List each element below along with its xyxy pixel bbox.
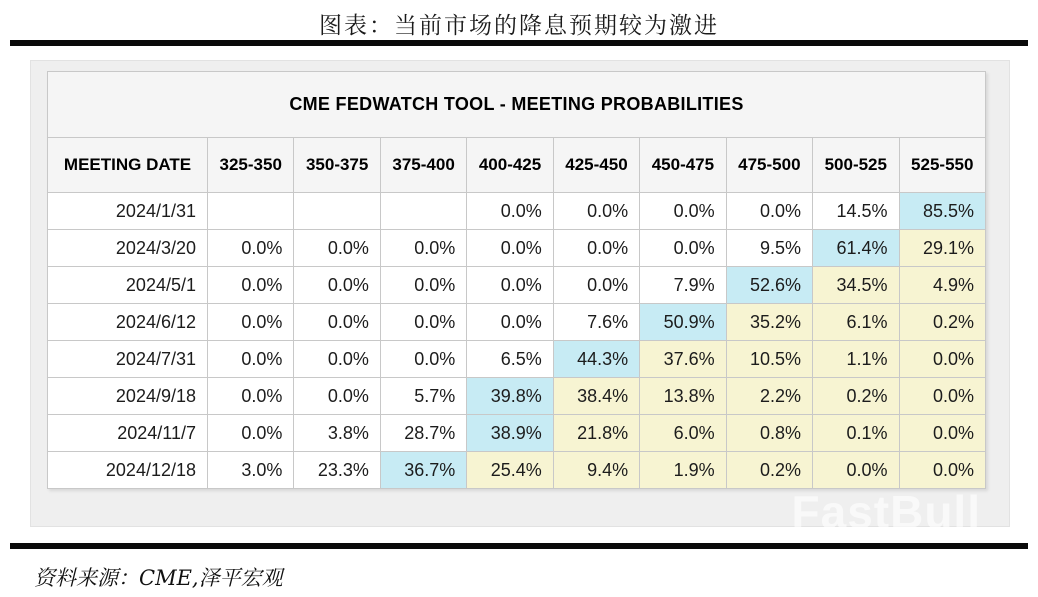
probability-cell: 0.0% [640, 230, 726, 267]
rate-range-header: 425-450 [553, 138, 639, 193]
meeting-date-header: MEETING DATE [48, 138, 208, 193]
probability-cell: 0.0% [208, 267, 294, 304]
meeting-date-cell: 2024/6/12 [48, 304, 208, 341]
probability-cell: 0.0% [899, 378, 986, 415]
table-row [48, 378, 986, 415]
probability-cell: 0.8% [726, 415, 812, 452]
probability-cell: 0.0% [380, 230, 466, 267]
probability-cell: 0.0% [208, 304, 294, 341]
probability-cell: 0.0% [467, 230, 553, 267]
probability-cell: 0.0% [380, 304, 466, 341]
fastbull-watermark: FastBull [791, 486, 981, 538]
probability-cell: 5.7% [380, 378, 466, 415]
probability-cell: 3.8% [294, 415, 380, 452]
probability-cell: 2.2% [726, 378, 812, 415]
fedwatch-probabilities-table [47, 71, 986, 489]
table-row [48, 415, 986, 452]
probability-cell: 10.5% [726, 341, 812, 378]
table-panel [30, 60, 1010, 538]
probability-cell: 44.3% [553, 341, 639, 378]
table-body [48, 193, 986, 489]
probability-cell: 25.4% [467, 452, 553, 489]
probability-cell: 13.8% [640, 378, 726, 415]
probability-cell: 34.5% [813, 267, 899, 304]
probability-cell: 9.4% [553, 452, 639, 489]
probability-cell: 0.0% [553, 230, 639, 267]
probability-cell: 36.7% [380, 452, 466, 489]
probability-cell: 50.9% [640, 304, 726, 341]
probability-cell: 3.0% [208, 452, 294, 489]
rate-range-header: 500-525 [813, 138, 899, 193]
probability-cell: 6.0% [640, 415, 726, 452]
meeting-date-cell: 2024/9/18 [48, 378, 208, 415]
table-title-row [48, 72, 986, 138]
table-row [48, 341, 986, 378]
probability-cell: 7.9% [640, 267, 726, 304]
probability-cell: 29.1% [899, 230, 986, 267]
probability-cell: 21.8% [553, 415, 639, 452]
rate-range-header: 450-475 [640, 138, 726, 193]
meeting-date-cell: 2024/7/31 [48, 341, 208, 378]
probability-cell: 0.0% [899, 415, 986, 452]
probability-cell: 52.6% [726, 267, 812, 304]
probability-cell: 9.5% [726, 230, 812, 267]
meeting-date-cell: 2024/3/20 [48, 230, 208, 267]
probability-cell: 0.0% [899, 452, 986, 489]
rate-range-header: 375-400 [380, 138, 466, 193]
probability-cell: 14.5% [813, 193, 899, 230]
probability-cell: 0.2% [726, 452, 812, 489]
probability-cell: 37.6% [640, 341, 726, 378]
probability-cell: 0.0% [553, 193, 639, 230]
table-title: CME FEDWATCH TOOL - MEETING PROBABILITIES [48, 72, 986, 138]
column-header-row [48, 138, 986, 193]
probability-cell: 0.0% [294, 230, 380, 267]
meeting-date-cell: 2024/1/31 [48, 193, 208, 230]
rate-range-header: 350-375 [294, 138, 380, 193]
figure-title: 图表：当前市场的降息预期较为激进 [319, 13, 719, 39]
probability-cell: 1.9% [640, 452, 726, 489]
probability-cell: 6.5% [467, 341, 553, 378]
probability-cell: 0.1% [813, 415, 899, 452]
probability-cell: 0.0% [208, 341, 294, 378]
probability-cell: 39.8% [467, 378, 553, 415]
probability-cell: 0.0% [640, 193, 726, 230]
probability-cell: 0.0% [467, 193, 553, 230]
rate-range-header: 325-350 [208, 138, 294, 193]
meeting-date-cell: 2024/11/7 [48, 415, 208, 452]
probability-cell: 0.0% [380, 341, 466, 378]
probability-cell: 0.0% [813, 452, 899, 489]
probability-cell: 4.9% [899, 267, 986, 304]
probability-cell: 38.4% [553, 378, 639, 415]
probability-cell: 35.2% [726, 304, 812, 341]
probability-cell: 0.0% [380, 267, 466, 304]
top-divider [10, 40, 1028, 46]
probability-cell: 0.0% [208, 415, 294, 452]
probability-cell: 38.9% [467, 415, 553, 452]
probability-cell: 0.2% [813, 378, 899, 415]
probability-cell [208, 193, 294, 230]
probability-cell: 7.6% [553, 304, 639, 341]
meeting-date-cell: 2024/12/18 [48, 452, 208, 489]
probability-cell [294, 193, 380, 230]
probability-cell: 1.1% [813, 341, 899, 378]
table-row [48, 193, 986, 230]
probability-cell: 28.7% [380, 415, 466, 452]
table-row [48, 267, 986, 304]
probability-cell: 61.4% [813, 230, 899, 267]
bottom-divider [10, 543, 1028, 549]
probability-cell: 0.0% [726, 193, 812, 230]
probability-cell: 0.0% [467, 267, 553, 304]
probability-cell: 23.3% [294, 452, 380, 489]
probability-cell: 0.0% [294, 378, 380, 415]
probability-cell: 85.5% [899, 193, 986, 230]
probability-cell: 0.2% [899, 304, 986, 341]
probability-cell: 0.0% [899, 341, 986, 378]
probability-cell: 6.1% [813, 304, 899, 341]
probability-cell: 0.0% [208, 230, 294, 267]
rate-range-header: 475-500 [726, 138, 812, 193]
rate-range-header: 525-550 [899, 138, 986, 193]
probability-cell [380, 193, 466, 230]
source-note: 资料来源：CME,泽平宏观 [34, 566, 283, 590]
probability-cell: 0.0% [208, 378, 294, 415]
probability-cell: 0.0% [294, 304, 380, 341]
table-row [48, 304, 986, 341]
table-row [48, 452, 986, 489]
rate-range-header: 400-425 [467, 138, 553, 193]
probability-cell: 0.0% [553, 267, 639, 304]
meeting-date-cell: 2024/5/1 [48, 267, 208, 304]
probability-cell: 0.0% [294, 267, 380, 304]
probability-cell: 0.0% [294, 341, 380, 378]
probability-cell: 0.0% [467, 304, 553, 341]
table-row [48, 230, 986, 267]
